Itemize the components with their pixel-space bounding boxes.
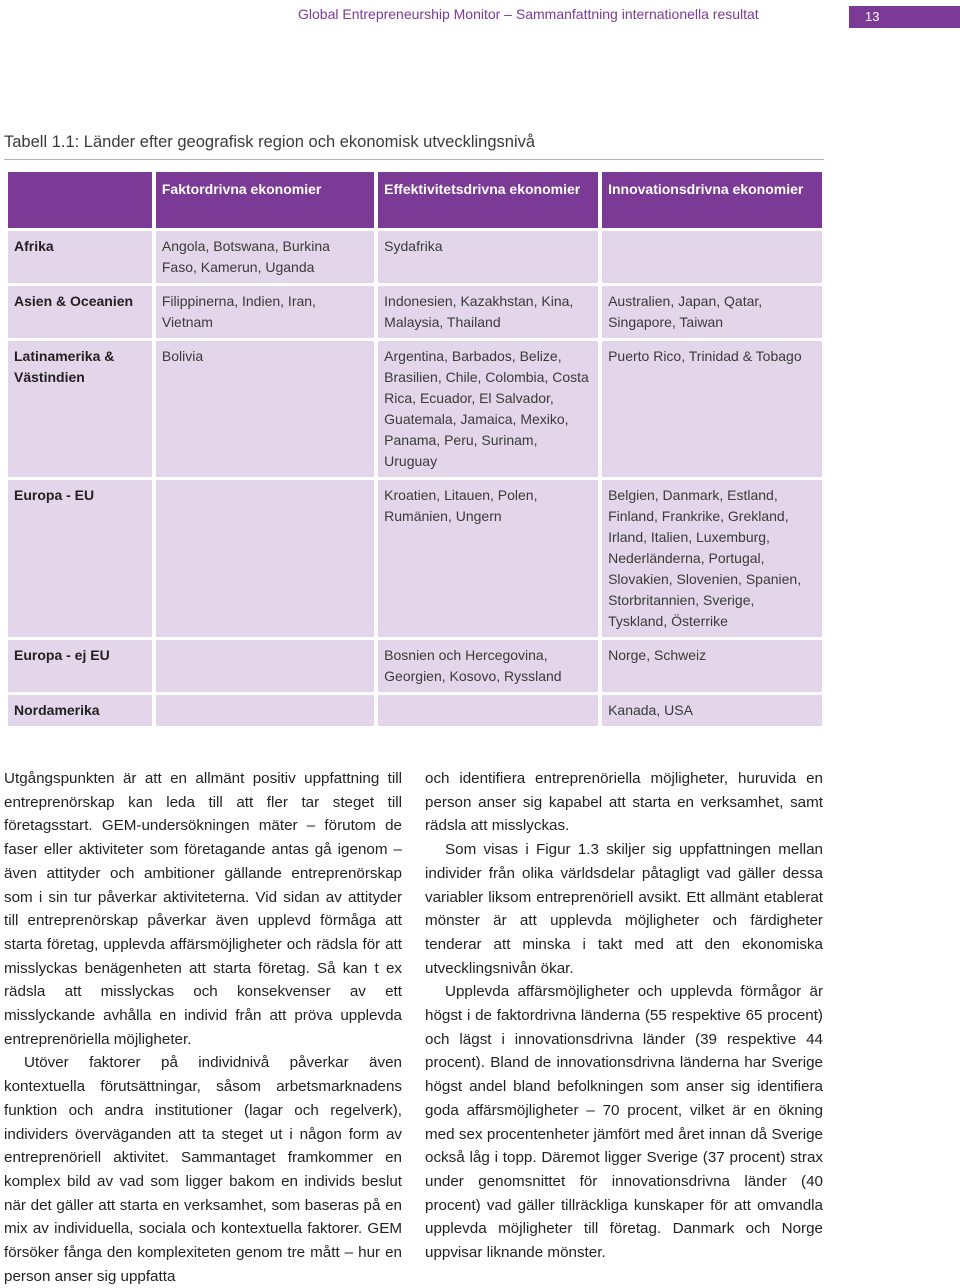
row-region: Europa - EU bbox=[8, 480, 152, 637]
column-header-factor: Faktordrivna ekonomier bbox=[156, 172, 374, 228]
cell-efficiency: Sydafrika bbox=[378, 231, 598, 283]
row-region: Nordamerika bbox=[8, 695, 152, 726]
cell-factor: Filippinerna, Indien, Iran, Vietnam bbox=[156, 286, 374, 338]
cell-efficiency: Bosnien och Hercegovina, Georgien, Kosovo, Ryssland bbox=[378, 640, 598, 692]
cell-innovation: Norge, Schweiz bbox=[602, 640, 822, 692]
cell-innovation: Belgien, Danmark, Estland, Finland, Frankrike, Grekland, Irland, Italien, Luxemburg, Nederländerna, Portugal, Slovakien, Slovenien, Spanien, Storbritannien, Sverige, Tyskland, Österrike bbox=[602, 480, 822, 637]
table-row bbox=[8, 640, 822, 692]
cell-factor bbox=[156, 695, 374, 726]
cell-efficiency bbox=[378, 695, 598, 726]
table-row bbox=[8, 480, 822, 637]
row-region: Afrika bbox=[8, 231, 152, 283]
cell-innovation bbox=[602, 231, 822, 283]
table-header-row bbox=[8, 172, 822, 228]
body-paragraph: Utgångspunkten är att en allmänt positiv uppfattning till entreprenörskap kan leda till att fler tar steget till företagsstart. GEM-undersökningen mäter – förutom de faser eller aktiviteter som företagande antas gå igenom – även attityder och ambitioner gällande entreprenörskap som i sin tur påverkar aktiviteterna. Vid sidan av attityder till entreprenörskap påverkar även upplevd förmåga att starta företag, upplevda affärsmöjligheter och rädsla för att misslyckas benägenheten att starta företag. Så kan t ex rädsla att misslyckas och konsekvenser av ett misslyckande avhålla en individ från att pröva upplevda entreprenöriella möjligheter. bbox=[4, 770, 402, 1048]
column-header-innovation: Innovationsdrivna ekonomier bbox=[602, 172, 822, 228]
cell-factor: Angola, Botswana, Burkina Faso, Kamerun, Uganda bbox=[156, 231, 374, 283]
cell-efficiency: Kroatien, Litauen, Polen, Rumänien, Ungern bbox=[378, 480, 598, 637]
table-row bbox=[8, 341, 822, 477]
country-region-table bbox=[4, 169, 826, 729]
cell-innovation: Kanada, USA bbox=[602, 695, 822, 726]
cell-factor bbox=[156, 640, 374, 692]
body-paragraph: och identifiera entreprenöriella möjligheter, huruvida en person anser sig kapabel att starta en verksamhet, samt rädsla att misslyckas. bbox=[425, 770, 823, 835]
body-paragraph: Upplevda affärsmöjligheter och upplevda förmågor är högst i de faktordrivna länderna (55 respektive 65 procent) och lägst i innovationsdrivna länder (39 respektive 44 procent). Bland de innovationsdrivna länderna har Sverige högst andel bland befolkningen som anser sig identifiera goda affärsmöjligheter – 70 procent, vilket är en ökning med sex procentenheter jämfört med året innan då Sverige också låg i topp. Däremot ligger Sverige (37 procent) strax under genomsnittet för innovationsdrivna länder (40 procent) vad gäller tillräckliga kunskaper för att omvandla upplevda möjligheter till företag. Danmark och Norge uppvisar liknande mönster. bbox=[425, 983, 823, 1262]
column-header-efficiency: Effektivitetsdrivna ekonomier bbox=[378, 172, 598, 228]
body-column-left bbox=[4, 767, 402, 1288]
table-header-corner bbox=[8, 172, 152, 228]
cell-innovation: Australien, Japan, Qatar, Singapore, Taiwan bbox=[602, 286, 822, 338]
body-paragraph: Utöver faktorer på individnivå påverkar även kontextuella förutsättningar, såsom arbetsmarknadens funktion och andra institutioner (lagar och regelverk), individers överväganden att ta steget ut i någon form av entreprenöriell aktivitet. Sammantaget framkommer en komplex bild av vad som ligger bakom en individs beslut när det gäller att starta en verksamhet, som baseras på en mix av individuella, sociala och kontextuella faktorer. GEM försöker fånga den komplexiteten genom tre mått – hur en person anser sig uppfatta bbox=[4, 1054, 402, 1285]
cell-efficiency: Argentina, Barbados, Belize, Brasilien, Chile, Colombia, Costa Rica, Ecuador, El Salvador, Guatemala, Jamaica, Mexiko, Panama, Peru, Surinam, Uruguay bbox=[378, 341, 598, 477]
body-paragraph: Som visas i Figur 1.3 skiljer sig uppfattningen mellan individer från olika världsdelar påtagligt vad gäller dessa variabler liksom entreprenöriell avsikt. Ett allmänt etablerat mönster är att upplevda möjligheter och färdigheter tenderar att minska i takt med att den ekonomiska utvecklingsnivån ökar. bbox=[425, 841, 823, 977]
row-region: Latinamerika & Västindien bbox=[8, 341, 152, 477]
row-region: Europa - ej EU bbox=[8, 640, 152, 692]
row-region: Asien & Oceanien bbox=[8, 286, 152, 338]
page-number: 13 bbox=[849, 6, 960, 28]
body-column-right bbox=[425, 767, 823, 1265]
caption-divider bbox=[4, 159, 824, 160]
table-row bbox=[8, 231, 822, 283]
table-row bbox=[8, 695, 822, 726]
table-caption: Tabell 1.1: Länder efter geografisk region och ekonomisk utvecklingsnivå bbox=[4, 133, 536, 151]
cell-innovation: Puerto Rico, Trinidad & Tobago bbox=[602, 341, 822, 477]
running-header-title: Global Entrepreneurship Monitor – Sammanfattning internationella resultat bbox=[298, 6, 759, 22]
table-row bbox=[8, 286, 822, 338]
cell-factor bbox=[156, 480, 374, 637]
cell-efficiency: Indonesien, Kazakhstan, Kina, Malaysia, Thailand bbox=[378, 286, 598, 338]
cell-factor: Bolivia bbox=[156, 341, 374, 477]
